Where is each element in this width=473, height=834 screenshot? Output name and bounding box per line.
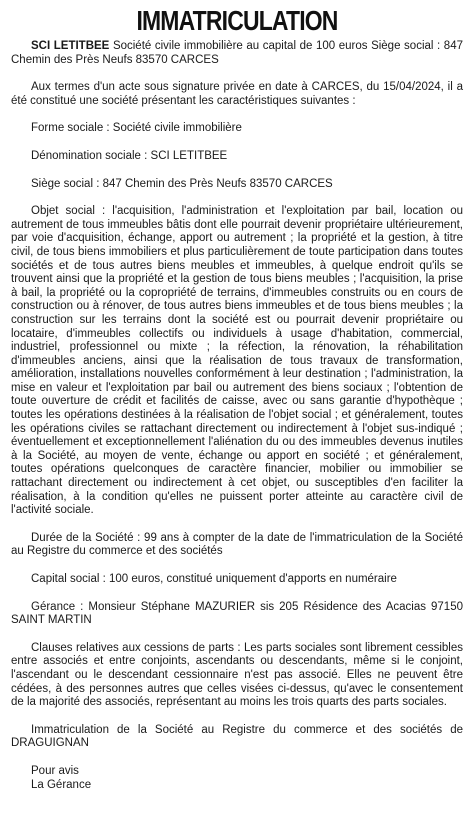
denomination-sociale: Dénomination sociale : SCI LETITBEE	[31, 149, 228, 162]
objet-social: Objet social : l'acquisition, l'administration et l'exploitation par bail, location ou autrement de tous immeubles bâtis dont elle pourrait devenir propriétaire ultérieurement, par voie d'acquisition, échange, apport ou autrement ; la propriété et la gestion, à titre civil, de tous biens immobiliers et plus particulièrement de toute participation dans toutes sociétés et de tous autres biens meubles et immeubles, à quelque endroit qu'ils se trouvent ainsi que la propriété et la gestion de tous biens meubles ; l'acquisition, la prise à bail, la propriété ou la copropriété de terrains, d'immeubles construits ou en cours de construction ou à rénover, de tous autres biens immeubles et de tous biens meubles ; la construction sur les terrains dont la société est ou pourrait devenir propriétaire ou locataire, d'immeubles collectifs ou individuels à usage d'habitation, commercial, industriel, professionnel ou mixte ; la réfection, la rénovation, la réhabilitation d'immeubles anciens, ainsi que la réalisation de tous travaux de transformation, amélioration, installations nouvelles conformément à leur destination ; l'administration, la mise en valeur et l'exploitation par bail ou autrement des biens sociaux ; l'obtention de toute ouverture de crédit et facilités de caisse, avec ou sans garantie d'hypothèque ; toutes les opérations destinées à la réalisation de l'objet social ; et généralement, toutes les opérations civiles se rattachant directement ou indirectement à l'objet sus-indiqué ; éventuellement et exceptionnellement l'aliénation du ou des immeubles devenus inutiles à la Société, au moyen de vente, échange ou apport en société ; et généralement, toutes opérations quelconques de caractère financier, mobilier ou immobilier se rattachant directement ou indirectement à cet objet, ou susceptibles d'en faciliter la réalisation, à la condition qu'elles ne puissent porter atteinte au caractère civil de l'activité sociale.	[11, 205, 463, 517]
company-intro-text: Société civile immobilière au capital de 100 euros Siège social : 847 Chemin des Près Neufs 83570 CARCES	[11, 40, 463, 66]
gerance: Gérance : Monsieur Stéphane MAZURIER sis 205 Résidence des Acacias 97150 SAINT MARTIN	[11, 600, 463, 627]
clauses-cessions: Clauses relatives aux cessions de parts : Les parts sociales sont librement cessibles entre associés et entre conjoints, ascendants ou descendants, même si le conjoint, l'ascendant ou le descendant cessionnaire n'est pas associé. Elles ne peuvent être cédées, à des personnes autres que celles visées ci-dessus, qu'avec le consentement de la majorité des associés, représentant au moins les trois quarts des parts sociales.	[11, 641, 463, 709]
duree-societe: Durée de la Société : 99 ans à compter de la date de l'immatriculation de la Société au Registre du commerce et des sociétés	[11, 531, 463, 558]
notice-title: IMMATRICULATION	[136, 5, 338, 36]
siege-social: Siège social : 847 Chemin des Près Neufs 83570 CARCES	[31, 177, 333, 190]
signature: La Gérance	[31, 778, 92, 791]
act-paragraph: Aux termes d'un acte sous signature privée en date à CARCES, du 15/04/2024, il a été constitué une société présentant les caractéristiques suivantes :	[11, 81, 463, 107]
company-intro	[11, 40, 463, 67]
capital-social: Capital social : 100 euros, constitué uniquement d'apports en numéraire	[31, 573, 397, 585]
forme-sociale: Forme sociale : Société civile immobilière	[31, 122, 242, 135]
company-name: SCI LETITBEE	[31, 40, 110, 52]
immatriculation-rcs: Immatriculation de la Société au Registre du commerce et des sociétés de DRAGUIGNAN	[11, 723, 463, 750]
pour-avis: Pour avis	[31, 764, 79, 777]
